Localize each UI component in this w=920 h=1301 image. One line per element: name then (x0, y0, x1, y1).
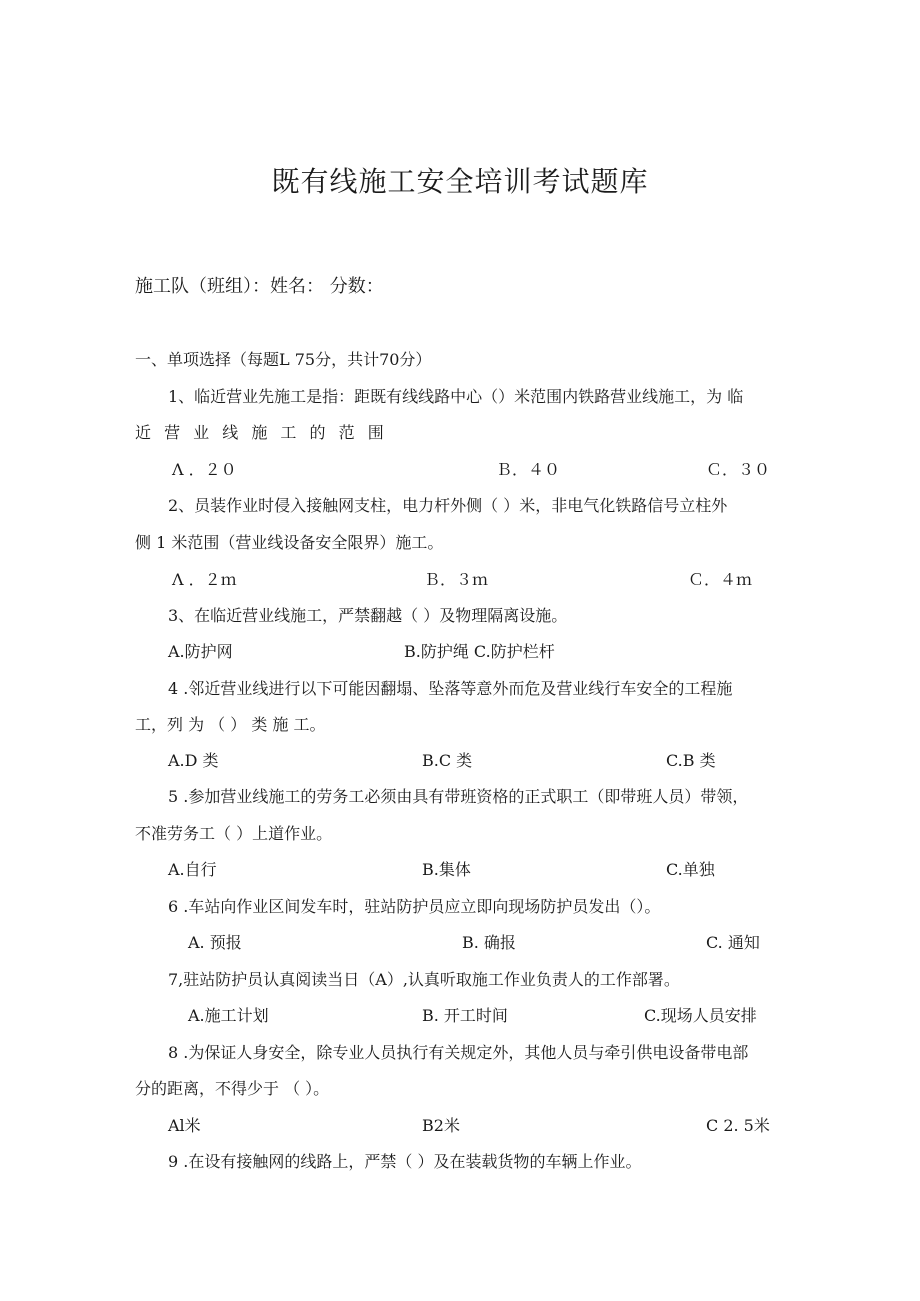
question-6-option-b: B. 确报 (462, 933, 516, 952)
question-4-line-2: 工，列 为 （ ） 类 施 工。 (135, 715, 326, 734)
question-5-option-a: A.自行 (168, 860, 217, 879)
question-2-option-a: Λ ．２ｍ (172, 570, 237, 589)
question-8-option-c: C 2. 5米 (706, 1116, 770, 1135)
question-2-option-c: Ｃ．４ｍ (688, 570, 753, 589)
question-8-option-b: B2米 (422, 1116, 460, 1135)
question-2-line-2: 侧 1 米范围（营业线设备安全限界）施工。 (135, 533, 444, 552)
question-7-option-b: B. 开工时间 (422, 1006, 508, 1025)
question-7-line-1: 7,驻站防护员认真阅读当日（A）,认真听取施工作业负责人的工作部署。 (168, 970, 680, 989)
question-9-line-1: 9 .在设有接触网的线路上，严禁（ ）及在装载货物的车辆上作业。 (168, 1152, 642, 1171)
question-8-option-a: Al米 (168, 1116, 201, 1135)
question-4-option-c: C.B 类 (666, 751, 716, 770)
question-6-line-1: 6 .车站向作业区间发车时，驻站防护员应立即向现场防护员发出（）。 (168, 897, 661, 916)
section-heading: 一、单项选择（每题L 75分，共计70分） (135, 350, 432, 369)
question-8-line-1: 8 .为保证人身安全，除专业人员执行有关规定外，其他人员与牵引供电设备带电部 (168, 1043, 749, 1062)
question-4-option-a: A.D 类 (168, 751, 219, 770)
question-1-option-c: Ｃ．３０ (706, 460, 771, 479)
question-1-option-b: Ｂ．４０ (496, 460, 561, 479)
question-3-option-a: A.防护网 (168, 642, 233, 661)
question-7-option-a: A.施工计划 (188, 1006, 269, 1025)
question-5-line-1: 5 .参加营业线施工的劳务工必须由具有带班资格的正式职工（即带班人员）带领， (168, 787, 749, 806)
question-5-option-c: C.单独 (666, 860, 715, 879)
question-4-option-b: B.C 类 (422, 751, 473, 770)
document-title: 既有线施工安全培训考试题库 (271, 165, 649, 198)
question-1-option-a: Λ ．２０ (172, 460, 237, 479)
question-7-option-c: C.现场人员安排 (644, 1006, 757, 1025)
question-1-line-2: 近 营 业 线 施 工 的 范 围 (135, 423, 388, 442)
question-2-option-b: Ｂ．３ｍ (424, 570, 489, 589)
question-1-line-1: 1、临近营业先施工是指：距既有线线路中心（）米范围内铁路营业线施工，为 临 (168, 387, 744, 406)
question-6-option-c: C. 通知 (706, 933, 760, 952)
header-line: 施工队（班组）：姓名： 分数： (135, 276, 384, 297)
question-6-option-a: A. 预报 (188, 933, 242, 952)
question-2-line-1: 2、员装作业时侵入接触网支柱，电力杆外侧（ ）米，非电气化铁路信号立柱外 (168, 496, 728, 515)
question-3-line-1: 3、在临近营业线施工，严禁翻越（ ）及物理隔离设施。 (168, 606, 568, 625)
question-8-line-2: 分的距离，不得少于 （ ）。 (135, 1079, 330, 1098)
question-5-line-2: 不准劳务工（ ）上道作业。 (135, 824, 333, 843)
question-3-option-bc: B.防护绳 C.防护栏杆 (404, 642, 555, 661)
question-5-option-b: B.集体 (422, 860, 471, 879)
question-4-line-1: 4 .邻近营业线进行以下可能因翻塌、坠落等意外而危及营业线行车安全的工程施 (168, 679, 733, 698)
